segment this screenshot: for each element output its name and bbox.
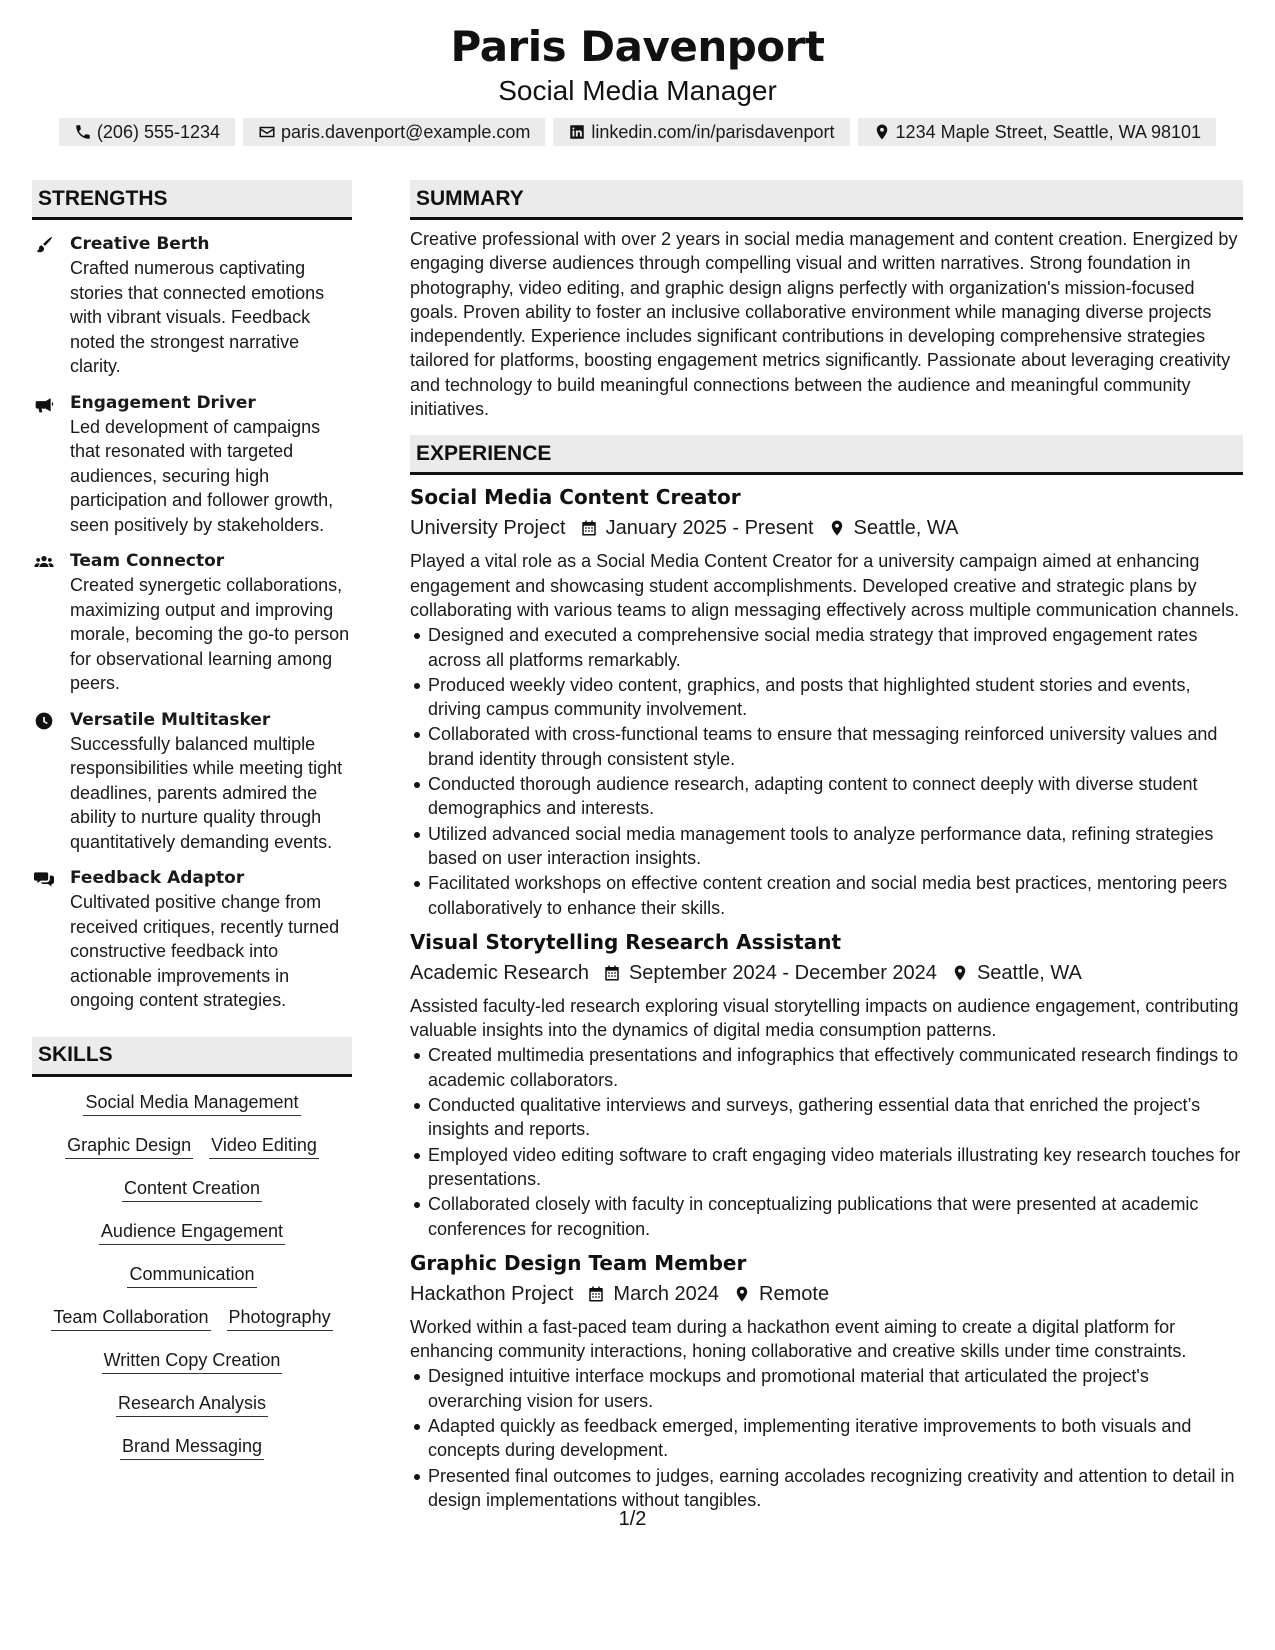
- skill-tag: Brand Messaging: [120, 1435, 264, 1460]
- calendar-icon: [580, 519, 598, 537]
- job-meta: [410, 1279, 1243, 1309]
- comments-icon: [34, 869, 54, 889]
- job-dates: March 2024: [613, 1282, 720, 1305]
- megaphone-icon: [34, 394, 54, 414]
- email-text: paris.davenport@example.com: [281, 121, 531, 142]
- contact-linkedin: [553, 118, 849, 146]
- skill-tag: Audience Engagement: [99, 1220, 285, 1245]
- strength-desc: Successfully balanced multiple responsibilities while meeting tight deadlines, parents admired the ability to nurture quality through quantitatively demanding events.: [70, 733, 343, 852]
- job-entry: [410, 483, 1243, 919]
- job-role: Social Media Content Creator: [410, 485, 741, 510]
- job-description: Worked within a fast-paced team during a hackathon event aiming to create a digital platform for enhancing community interactions, honing collaborative and creative skills under time constraints.: [410, 1316, 1187, 1362]
- linkedin-text: linkedin.com/in/parisdavenport: [591, 121, 835, 142]
- bullet-item: Presented final outcomes to judges, earning accolades recognizing creativity and attention to detail in design implementations without tangibles.: [410, 1464, 1243, 1513]
- bullet-item: Utilized advanced social media management tools to analyze performance data, refining strategies based on user interaction insights.: [410, 822, 1243, 871]
- skill-tag: Written Copy Creation: [102, 1349, 283, 1374]
- strength-title: Engagement Driver: [70, 392, 256, 413]
- strength-title: Feedback Adaptor: [70, 868, 245, 888]
- skill-tag: Research Analysis: [116, 1392, 268, 1417]
- job-title: Social Media Manager: [498, 75, 777, 106]
- job-meta: [410, 958, 1243, 988]
- job-org: Hackathon Project: [410, 1282, 574, 1305]
- job-location: Remote: [759, 1282, 830, 1305]
- skill-tag: Graphic Design: [65, 1134, 193, 1159]
- strength-desc: Led development of campaigns that resonated with targeted audiences, securing high participation and follower growth, seen positively by stakeholders.: [70, 416, 334, 535]
- skill-tag: Communication: [127, 1263, 256, 1288]
- strength-desc: Cultivated positive change from received critiques, recently turned constructive feedback into actionable improvements in ongoing content strategies.: [70, 892, 340, 1010]
- phone-icon: [74, 123, 92, 141]
- contact-address: [858, 118, 1217, 146]
- resume-header: [0, 0, 1275, 146]
- job-bullets: [410, 1364, 1243, 1512]
- strength-item: [32, 391, 352, 538]
- address-text: 1234 Maple Street, Seattle, WA 98101: [895, 121, 1202, 142]
- skill-tag: Social Media Management: [83, 1091, 300, 1116]
- job-org: Academic Research: [410, 961, 589, 984]
- calendar-icon: [603, 964, 621, 982]
- map-pin-icon: [828, 519, 846, 537]
- job-description: Assisted faculty-led research exploring visual storytelling impacts on audience engagement, contributing valuable insights into the dynamics of digital media consumption patterns.: [410, 995, 1239, 1041]
- strength-title: Team Connector: [70, 551, 225, 571]
- strength-title: Creative Berth: [70, 234, 210, 254]
- bullet-item: Designed and executed a comprehensive social media strategy that improved engagement rates across all platforms remarkably.: [410, 623, 1243, 672]
- strength-item: [32, 232, 352, 379]
- summary-text: Creative professional with over 2 years in social media management and content creation. Energized by engaging diverse audiences through compelling visual and written narratives. Strong foundation in photography, video editing, and graphic design aligns perfectly with organization's mission-focused goals. Proven ability to foster an inclusive collaborative environment while managing diverse projects independently. Experience includes significant contributions in developing comprehensive strategies tailored for platforms, boosting engagement metrics significantly. Passionate about leveraging creativity and technology to build meaningful connections between the audience and meaningful community initiatives.: [410, 229, 1238, 420]
- bullet-item: Facilitated workshops on effective content creation and social media best practices, mentoring peers collaboratively to enhance their skills.: [410, 871, 1243, 920]
- paintbrush-icon: [34, 235, 54, 255]
- job-location: Seattle, WA: [976, 961, 1082, 984]
- strengths-heading: STRENGTHS: [32, 180, 352, 220]
- skills-list: [32, 1091, 352, 1460]
- bullet-item: Collaborated with cross-functional teams to ensure that messaging reinforced university values and brand identity through consistent style.: [410, 722, 1243, 771]
- right-column: [410, 180, 1243, 1512]
- skill-tag: Team Collaboration: [51, 1306, 210, 1331]
- bullet-item: Collaborated closely with faculty in conceptualizing publications that were presented at academic conferences for recognition.: [410, 1192, 1243, 1241]
- skills-heading: SKILLS: [32, 1037, 352, 1077]
- summary-heading: SUMMARY: [410, 180, 1243, 220]
- users-icon: [34, 552, 54, 572]
- page-number: 1/2: [618, 1508, 647, 1530]
- job-org: University Project: [410, 517, 566, 540]
- bullet-item: Adapted quickly as feedback emerged, implementing iterative improvements to both visuals and concepts during development.: [410, 1414, 1243, 1463]
- job-meta: [410, 513, 1243, 543]
- strength-item: [32, 866, 352, 1013]
- job-dates: January 2025 - Present: [605, 517, 814, 540]
- job-dates: September 2024 - December 2024: [628, 961, 937, 984]
- skill-tag: Photography: [227, 1306, 333, 1331]
- clock-icon: [34, 711, 54, 731]
- job-role: Visual Storytelling Research Assistant: [410, 929, 842, 954]
- left-column: [32, 180, 352, 1512]
- bullet-item: Produced weekly video content, graphics, and posts that highlighted student stories and events, driving campus community involvement.: [410, 673, 1243, 722]
- contact-bar: [0, 118, 1275, 146]
- bullet-item: Employed video editing software to craft engaging video materials illustrating key research touches for presentations.: [410, 1143, 1243, 1192]
- strength-item: [32, 708, 352, 855]
- skill-tag: Video Editing: [209, 1134, 319, 1159]
- strength-desc: Created synergetic collaborations, maximizing output and improving morale, becoming the go-to person for observational learning among peers.: [70, 575, 350, 693]
- bullet-item: Designed intuitive interface mockups and promotional material that articulated the project's overarching vision for users.: [410, 1364, 1243, 1413]
- job-location: Seattle, WA: [853, 517, 959, 540]
- phone-text: (206) 555-1234: [96, 121, 221, 142]
- job-entry: [410, 1249, 1243, 1512]
- map-pin-icon: [951, 964, 969, 982]
- experience-heading: EXPERIENCE: [410, 435, 1243, 475]
- contact-email: [243, 118, 545, 146]
- strength-item: [32, 549, 352, 696]
- calendar-icon: [587, 1285, 605, 1303]
- bullet-item: Created multimedia presentations and infographics that effectively communicated research findings to academic collaborators.: [410, 1043, 1243, 1092]
- linkedin-icon: [568, 123, 586, 141]
- job-description: Played a vital role as a Social Media Content Creator for a university campaign aimed at enhancing engagement and showcasing student accomplishments. Developed creative and strategic plans by collaborating with various teams to align messaging effectively across multiple communication channels.: [410, 551, 1240, 620]
- map-pin-icon: [873, 123, 891, 141]
- strength-desc: Crafted numerous captivating stories that connected emotions with vibrant visuals. Feedback noted the strongest narrative clarity.: [70, 258, 325, 376]
- envelope-icon: [258, 123, 276, 141]
- job-bullets: [410, 1043, 1243, 1240]
- job-entry: [410, 928, 1243, 1241]
- candidate-name: Paris Davenport: [450, 22, 825, 71]
- bullet-item: Conducted thorough audience research, adapting content to connect deeply with diverse student demographics and interests.: [410, 772, 1243, 821]
- strength-title: Versatile Multitasker: [70, 709, 271, 730]
- contact-phone: [59, 118, 235, 146]
- resume-body: [32, 180, 1243, 1512]
- skill-tag: Content Creation: [122, 1177, 262, 1202]
- bullet-item: Conducted qualitative interviews and surveys, gathering essential data that enriched the project’s insights and reports.: [410, 1093, 1243, 1142]
- job-role: Graphic Design Team Member: [410, 1250, 747, 1275]
- map-pin-icon: [733, 1285, 751, 1303]
- job-bullets: [410, 623, 1243, 920]
